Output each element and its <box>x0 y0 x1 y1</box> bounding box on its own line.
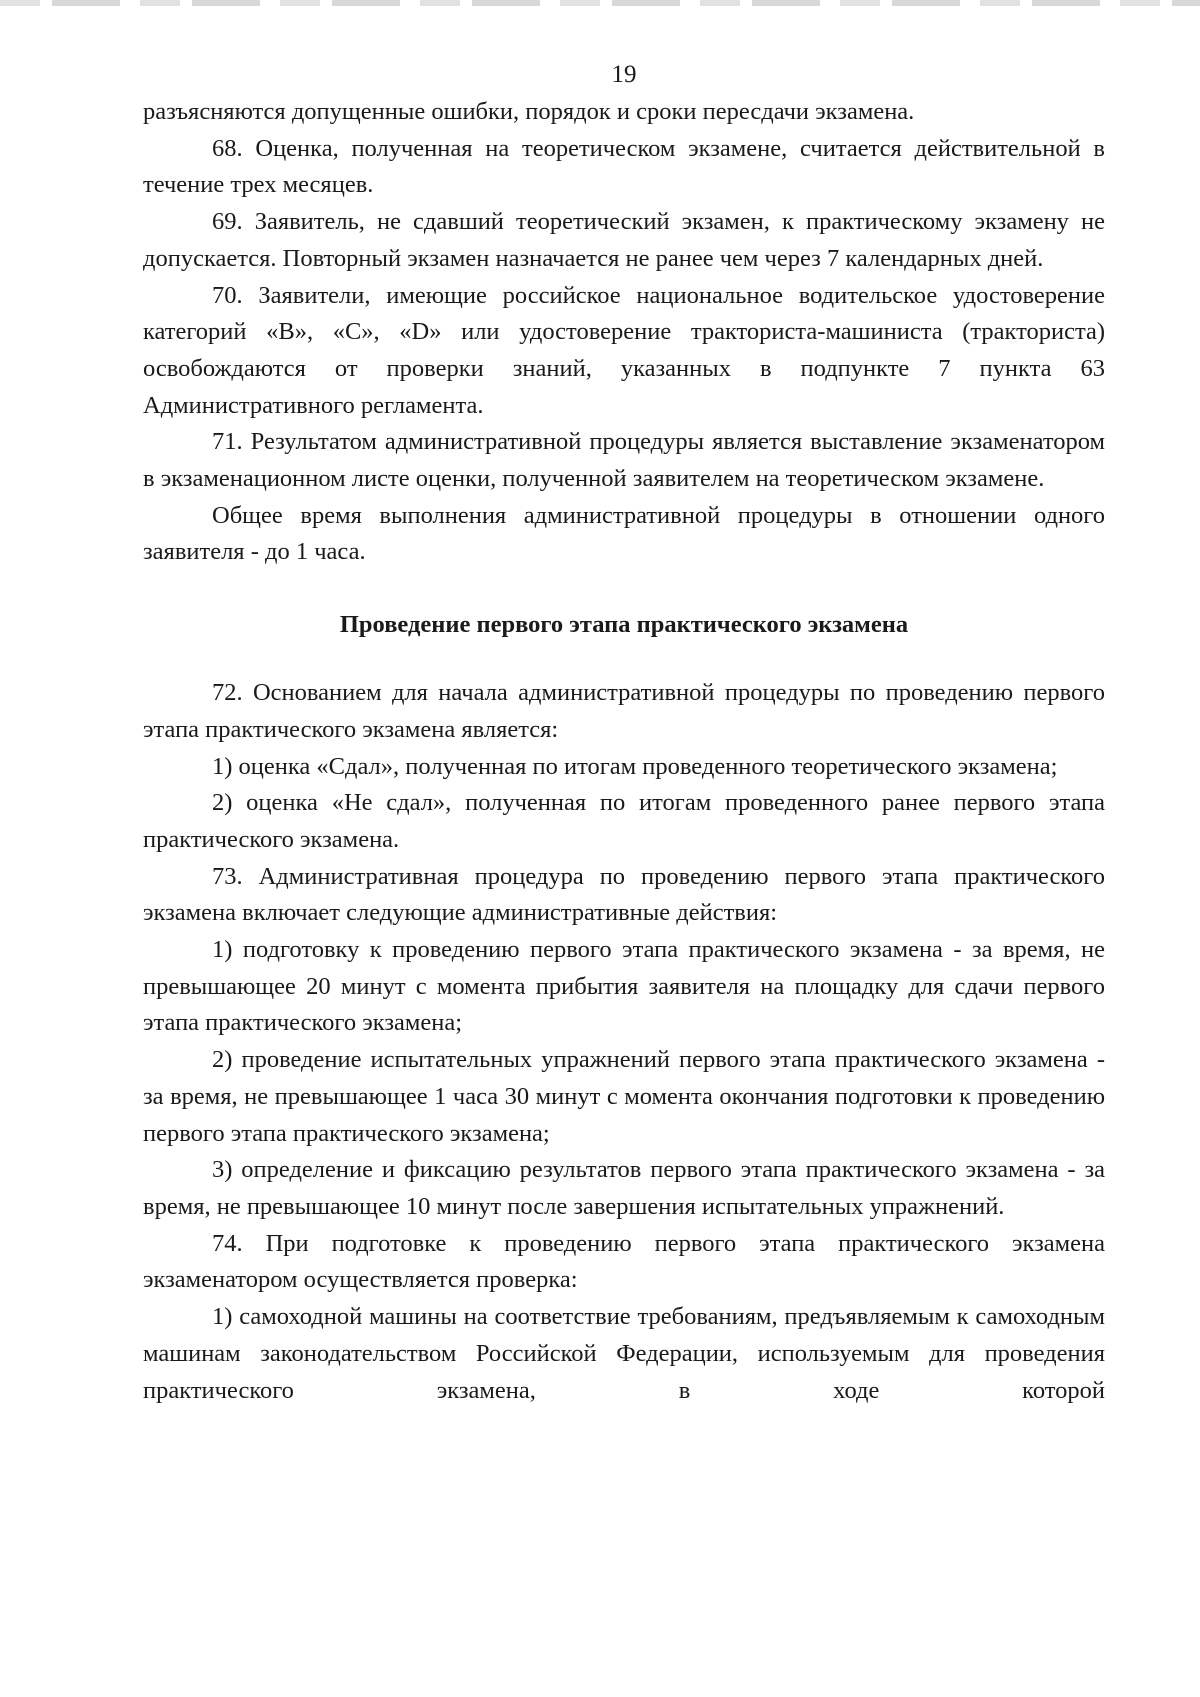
paragraph-73-item-1: 1) подготовку к проведению первого этапа практического экзамена - за время, не превышающее 20 минут с момента прибытия заявителя на площадку для сдачи первого этапа практического экзамена; <box>143 936 1105 1037</box>
paragraph-73-item-2: 2) проведение испытательных упражнений первого этапа практического экзамена - за время, не превышающее 1 часа 30 минут с момента окончания подготовки к проведению первого этапа практического экзамена; <box>143 1046 1105 1147</box>
paragraph-73: 73. Административная процедура по проведению первого этапа практического экзамена включает следующие административные действия: <box>143 862 1105 927</box>
paragraph-69: 69. Заявитель, не сдавший теоретический экзамен, к практическому экзамену не допускается. Повторный экзамен назначается не ранее чем через 7 календарных дней. <box>143 208 1105 272</box>
paragraph-total-time: Общее время выполнения административной процедуры в отношении одного заявителя - до 1 часа. <box>143 501 1105 566</box>
paragraph-74: 74. При подготовке к проведению первого этапа практического экзамена экзаменатором осуществляется проверка: <box>143 1229 1105 1294</box>
document-page <box>143 58 1105 1409</box>
paragraph-70: 70. Заявители, имеющие российское национальное водительское удостоверение категорий «В», «С», «D» или удостоверение тракториста-машиниста (тракториста) освобождаются от проверки знаний, указанных в подпункте 7 пункта 63 Административного регламента. <box>143 281 1105 419</box>
paragraph-72-item-1: 1) оценка «Сдал», полученная по итогам проведенного теоретического экзамена; <box>212 752 1058 780</box>
paragraph-68: 68. Оценка, полученная на теоретическом экзамене, считается действительной в течение трех месяцев. <box>143 134 1105 199</box>
paragraph-73-item-3: 3) определение и фиксацию результатов первого этапа практического экзамена - за время, не превышающее 10 минут после завершения испытательных упражнений. <box>143 1156 1105 1220</box>
scan-edge-artifact <box>0 0 1200 6</box>
paragraph-continuation: разъясняются допущенные ошибки, порядок и сроки пересдачи экзамена. <box>143 98 915 125</box>
paragraph-72: 72. Основанием для начала административной процедуры по проведению первого этапа практического экзамена является: <box>143 679 1105 743</box>
paragraph-74-item-1: 1) самоходной машины на соответствие требованиям, предъявляемым к самоходным машинам законодательством Российской Федерации, используемым для проведения практического экзамена, в ходе которой <box>143 1303 1105 1404</box>
section-title: Проведение первого этапа практического экзамена <box>339 611 909 639</box>
page-number: 19 <box>611 61 637 88</box>
paragraph-71: 71. Результатом административной процедуры является выставление экзаменатором в экзаменационном листе оценки, полученной заявителем на теоретическом экзамене. <box>143 428 1105 493</box>
paragraph-72-item-2: 2) оценка «Не сдал», полученная по итогам проведенного ранее первого этапа практического экзамена. <box>143 789 1105 853</box>
